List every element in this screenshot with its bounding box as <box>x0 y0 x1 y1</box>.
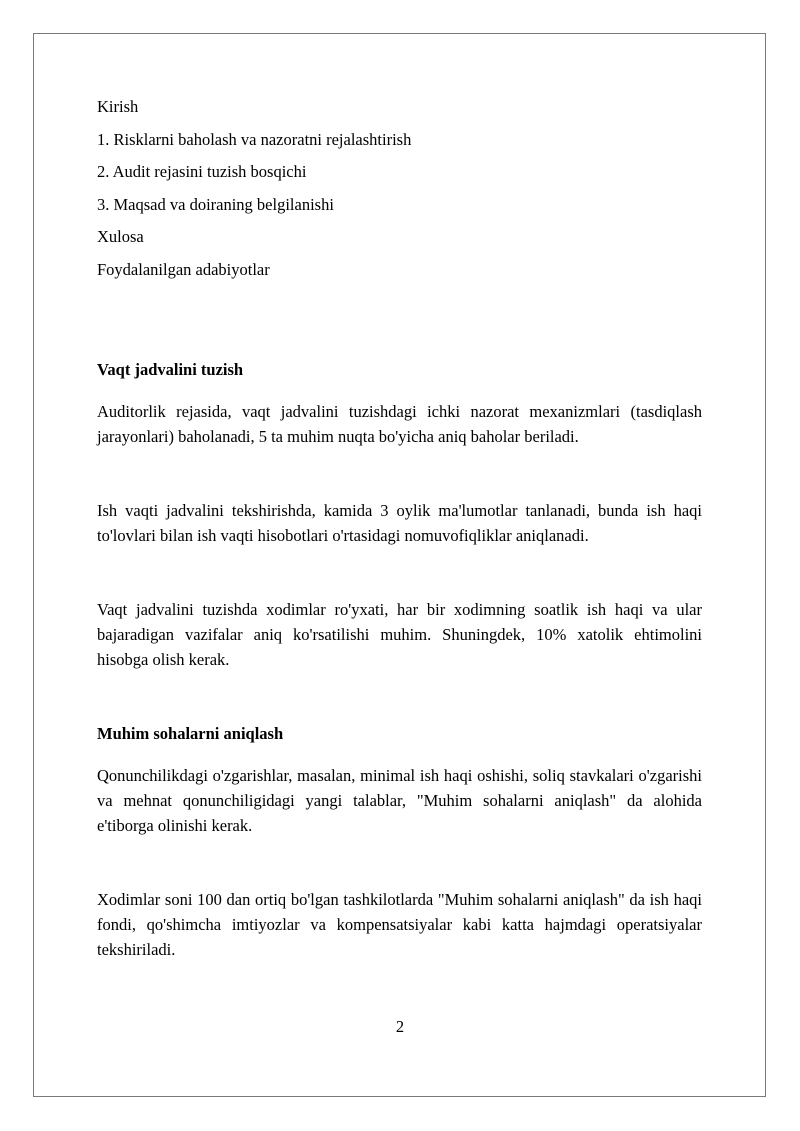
toc-item-references: Foydalanilgan adabiyotlar <box>97 259 270 279</box>
toc-item-chapter-3: 3. Maqsad va doiraning belgilanishi <box>97 194 334 214</box>
paragraph: Vaqt jadvalini tuzishda xodimlar ro'yxati, har bir xodimning soatlik ish haqi va ular bajaradigan vazifalar aniq ko'rsatilishi muhim. Shuningdek, 10% xatolik ehtimolini hisobga olish kerak. <box>97 599 702 669</box>
page-content <box>97 94 702 962</box>
paragraph: Xodimlar soni 100 dan ortiq bo'lgan tashkilotlarda "Muhim sohalarni aniqlash" da ish haqi fondi, qo'shimcha imtiyozlar va kompensatsiyalar kabi katta hajmdagi operatsiyalar tekshiriladi. <box>97 889 702 959</box>
paragraph: Ish vaqti jadvalini tekshirishda, kamida 3 oylik ma'lumotlar tanlanadi, bunda ish haqi to'lovlari bilan ish vaqti hisobotlari o'rtasidagi nomuvofiqliklar aniqlanadi. <box>97 500 702 545</box>
section-heading-key-areas: Muhim sohalarni aniqlash <box>97 723 284 743</box>
section-heading-timesheet: Vaqt jadvalini tuzish <box>97 359 244 379</box>
table-of-contents <box>97 94 702 290</box>
toc-item-chapter-2: 2. Audit rejasini tuzish bosqichi <box>97 162 307 182</box>
toc-item-chapter-1: 1. Risklarni baholash va nazoratni rejalashtirish <box>97 129 412 149</box>
toc-item-introduction: Kirish <box>97 97 139 116</box>
paragraph: Qonunchilikdagi o'zgarishlar, masalan, minimal ish haqi oshishi, soliq stavkalari o'zgarishi va mehnat qonunchiligidagi yangi talablar, "Muhim sohalarni aniqlash" da alohida e'tiborga olinishi kerak. <box>97 765 702 835</box>
paragraph: Auditorlik rejasida, vaqt jadvalini tuzishdagi ichki nazorat mexanizmlari (tasdiqlash jarayonlari) baholanadi, 5 ta muhim nuqta bo'yicha aniq baholar beriladi. <box>97 401 702 446</box>
toc-item-conclusion: Xulosa <box>97 227 144 247</box>
page-number: 2 <box>395 1017 405 1036</box>
